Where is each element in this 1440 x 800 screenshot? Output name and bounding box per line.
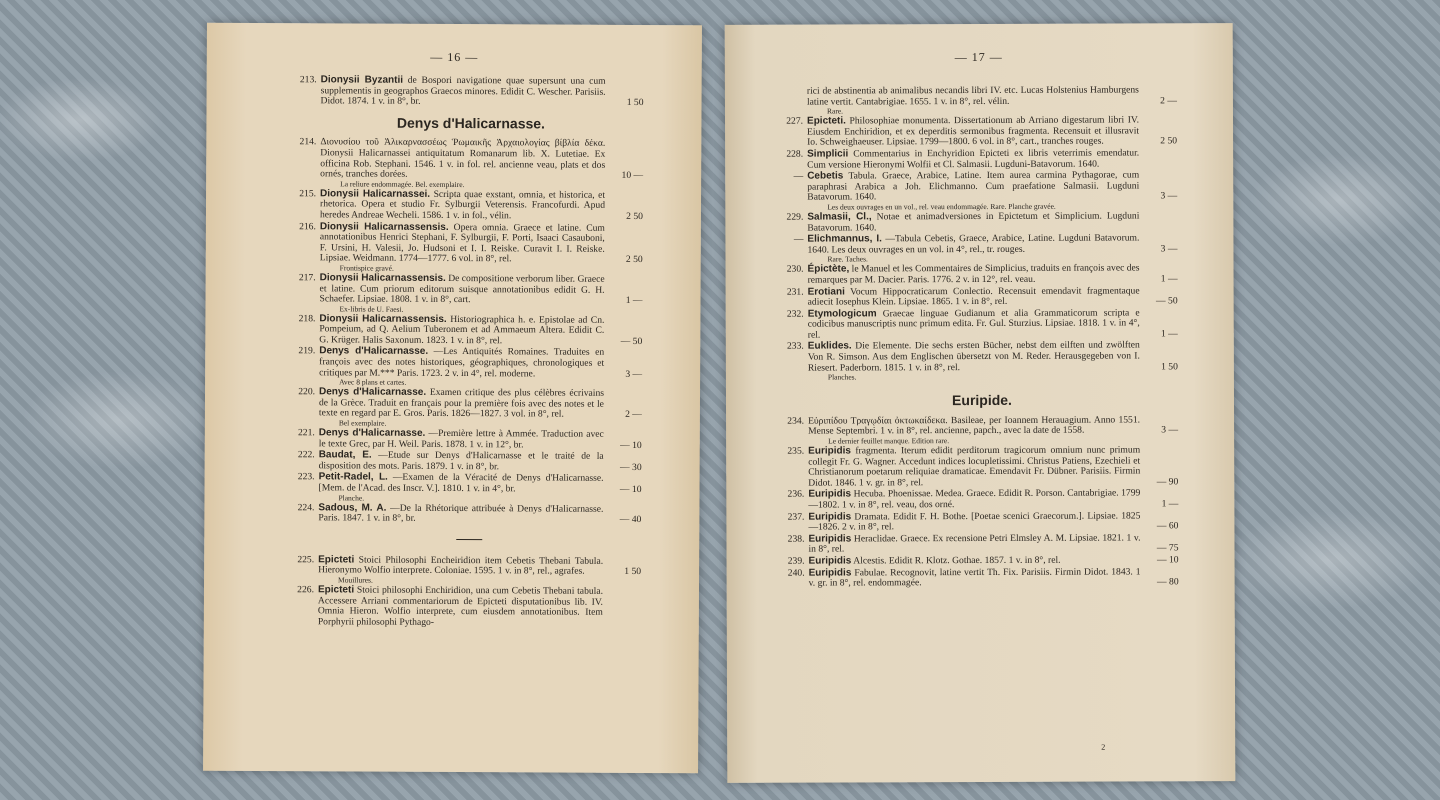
entry-text [807,116,1139,149]
entry-author: Denys d'Halicarnasse. [319,345,429,358]
entry-number: 231. [786,286,804,298]
entry-number: 216. [299,220,316,232]
entry-note: Le dernier feuillet manque. Edition rare. [828,436,950,446]
entry-author: Epicteti. [806,115,846,127]
entry-author: Euripidis [808,511,852,523]
entry-price: — 90 [1156,476,1179,488]
catalogue-entry [786,264,1178,287]
signature-mark: 2 [1101,742,1106,752]
catalogue-entry [785,170,1177,211]
entry-price: — 50 [1156,295,1178,307]
entry-description: Opera omnia. Graece et latine. Cum annotationibus Henrici Stephani, F. Sylburgii, F. Porti, Isaaci Casauboni, F. Ursini, H. Valesii, Jo. Hudsoni et I. I. Reiske. Curavit I. I. Reiske. Lipsiae. Weidmann. 1774—1777. 6 vol. in 8°, rel. [319,221,605,265]
catalogue-entry [296,473,641,504]
left-page-content [296,75,644,630]
entry-description: De compositione verborum liber. Graece et latine. Cum priorum editorum suisque annotationibus edidit G. H. Schaefer. Lipsiae. 1808. 1 v. in 8°, cart. [319,272,605,306]
entry-price: 3 — [625,368,643,380]
entry-price: 1 — [1160,328,1178,340]
left-catalogue-page [203,23,702,774]
entry-number: 218. [298,312,316,324]
entry-author: Dionysii Halicarnassensis. [319,220,449,233]
catalogue-entry [297,387,642,429]
entry-number: — [793,170,804,182]
entry-description: Hecuba. Phoenissae. Medea. Graece. Edidit R. Porson. Cantabrigiae. 1799—1802. 1 v. in 8°, rel. veau, dos orné. [808,487,1141,511]
entry-number: 214. [299,136,317,148]
catalogue-entry [298,222,643,274]
entry-text [807,148,1139,170]
catalogue-entry [786,489,1178,512]
entry-description: Historiographica h. e. Epistolae ad Cn. Pompeium, ad Q. Aelium Tuberonem et ad Ammaeum Altera. Edidit C. G. Krüger. Halis Saxonum. 1823. 1 v. in 8°, rel. [319,313,605,347]
entry-text [320,138,605,182]
entry-note: Bel exemplaire. [338,418,387,428]
entry-description: Fabulae. Recognovit, latine vertit Th. Fix. Parisiis. Firmin Didot. 1843. 1 v. gr. in 8°, rel. endommagée. [808,566,1141,589]
catalogue-entry [297,347,642,389]
catalogue-entry [785,148,1177,171]
entry-description: Stoici Philosophi Encheiridion item Cebetis Thebani Tabula. Hieronymo Wolfio interprete. Coloniae. 1595. 1 v. in 8°, rel., agrafes. [318,554,604,578]
entry-author: Baudat, E. [318,449,372,461]
catalogue-entry [298,189,643,223]
page-number: — 17 — [954,49,1003,65]
catalogue-entry [297,450,642,473]
entry-author: Simplicii [807,148,849,160]
entry-price: 3 — [1160,190,1178,202]
entry-text [809,567,1141,589]
entry-number: 240. [787,567,805,579]
entry-author: Sadous, M. A. [318,501,387,514]
entry-description: —Les Antiquités Romaines. Traduites en françois avec des notes historiques, géographiques, chronologiques et critiques par M.*** Paris. 1723. 2 v. in 4°, rel. moderne. [319,346,605,380]
entry-text [319,428,604,451]
entries-bottom [786,415,1179,589]
entry-description: —De la Rhétorique attribuée à Denys d'Halicarnasse. Paris. 1847. 1 v. in 8°, br. [318,502,604,524]
catalogue-entry [785,233,1177,264]
entry-price: 2 — [625,409,642,421]
entry-description: Διονυσίου τοῦ Ἁλικαρνασσέως Ῥωμαικῆς Ἀρχαιολογίας βίβλία δέκα. Dionysii Halicarnassei antiquitatum Romanarum lib. X. Lutetiae. Ex officina Rob. Stephani. 1546. 1 v. in fol. rel. ancienne veau, plats et dos ornés, tranches dorées. [320,136,606,180]
entry-price: — 80 [1157,576,1179,588]
entries-bottom [296,555,641,629]
entry-author: Dionysii Halicarnassensis. [319,272,446,284]
entries-main [785,115,1178,381]
entry-description: Commentarius in Enchyridion Epicteti ex libris veterrimis emendatur. Cum versione Hieronymi Wolfii et Cl. Salmasii. Lugduni-Batavorum. 1640. [807,147,1140,171]
entry-price: 1 50 [624,566,642,578]
entry-author: Dionysii Halicarnassei. [320,188,431,200]
entry-text [808,511,1140,533]
entry-number: 213. [299,74,317,86]
entry-text [319,347,604,380]
entry-text [807,85,1139,107]
entry-number: 224. [297,501,315,513]
entry-text [318,473,603,496]
entry-author: Erotiani [807,285,845,298]
catalogue-entry [786,445,1178,489]
entry-price: 3 — [1160,243,1178,255]
entry-author: Etymologicum [807,308,877,320]
entry-price: 3 — [1161,424,1179,436]
entry-text [807,211,1139,233]
entry-number: 235. [787,445,805,457]
entry-author: Dionysii Byzantii [320,74,404,86]
entry-text [321,75,606,108]
entry-note: Rare. [826,106,844,116]
catalogue-entry [296,503,641,526]
entry-note: Ex-libris de U. Faesi. [339,304,404,314]
entry-note: Rare. Taches. [827,254,868,264]
entry-description: le Manuel et les Commentaires de Simplicius, traduits en françois avec des remarques par M. Dacier. Paris. 1776. 2 v. in 12°, rel. veau. [807,262,1140,286]
entry-text [319,314,604,347]
entry-author: Cebetis [807,170,844,182]
entry-number: 217. [298,272,316,284]
catalogue-entry [299,75,644,109]
entry-author: Euripidis [808,555,852,567]
entry-note: Avec 8 plans et cartes. [339,377,407,388]
entry-description: Dramata. Edidit F. H. Bothe. [Poetae scenici Graecorum.]. Lipsiae. 1825—1826. 2 v. in 8°, rel. [808,510,1141,533]
entry-number: 219. [298,345,316,357]
entry-description: Graecae linguae Gudianum et alia Grammaticorum scripta e codicibus manuscriptis nunc primum edita. Fr. Gul. Sturzius. Lipsiae. 1818. 1 v. in 4°, rel. [807,307,1140,341]
catalogue-entry [786,533,1178,556]
entry-price: 2 50 [1160,135,1178,147]
catalogue-entry [297,428,642,451]
entry-description: de Bospori navigatione quae supersunt una cum supplementis in geographos Graecos minores. Edidit C. Wescher. Parisiis. Didot. 1874. 1 v. in 8°, br. [320,74,606,108]
entry-author: Epicteti [317,584,355,596]
catalogue-entry [786,341,1178,382]
entry-text [318,503,603,526]
catalogue-entry [786,511,1178,534]
right-page-content [785,85,1179,590]
catalogue-entry [785,115,1177,148]
entry-description: rici de abstinentia ab animalibus necandis libri IV. etc. Lucas Holstenius Hamburgens latine vertit. Cantabrigiae. 1655. 1 v. in 8°, rel. vélin. [806,84,1139,108]
entry-number: — [793,233,804,245]
entry-price: — 50 [620,335,643,347]
entry-author: Euripidis [808,488,852,501]
entry-author: Dionysii Halicarnassensis. [319,312,447,325]
entry-number: 228. [786,148,804,160]
entry-description: Philosophiae monumenta. Dissertationum ab Arriano digestarum libri IV. Eiusdem Enchiridion, et ex deperditis sermonibus fragmenta. Recensuit et illusravit Io. Schweighaeuser. Lipsiae. 1799—1800. 6 vol. in 8°, cart., tranches rouges. [807,114,1140,148]
entry-price: 1 50 [1161,360,1178,373]
entry-number: 225. [297,553,315,566]
entry-number: 234. [787,415,805,427]
entry-number: 220. [298,386,316,398]
entry-price: 1 — [625,294,643,307]
entry-number: 229. [786,211,804,223]
entry-note: La reliure endommagée. Bel. exemplaire. [340,179,465,189]
entry-author: Euripidis [808,533,852,545]
entry-description: Die Elemente. Die sechs ersten Bücher, nebst dem eilften und zwölften Von R. Simson. Aus dem Englischen übersetzt von M. Reder. Herausgegeben von I. Riesert. Paderborn. 1815. 1 v. in 8°, rel. [807,339,1140,374]
entry-price: — 40 [619,514,642,526]
entry-price: — 10 [620,439,642,451]
entry-text [808,415,1140,437]
entry-text [808,286,1140,308]
entry-text [807,234,1139,256]
entry-price: 1 50 [626,97,644,109]
entry-author: Petit-Radel, L. [318,471,388,484]
catalogue-entry [786,308,1178,341]
section-heading: Denys d'Halicarnasse. [396,114,546,132]
catalogue-entry [298,138,643,190]
entry-note: Les deux ouvrages en un vol., rel. veau endommagée. Rare. Planche gravée. [827,201,1056,212]
page-number: — 16 — [430,49,479,65]
entry-number: 239. [787,555,805,567]
entries-top [299,75,644,109]
entry-note: Mouillures. [338,575,373,585]
entry-description: Scripta quae exstant, omnia, et historica, et rhetorica. Opera et studio Fr. Sylburgii Veterensis. Francofurdi. Apud heredes Andreae Wecheli. 1586. 1 v. in fol., vélin. [319,188,606,222]
entry-price: 2 — [1160,94,1177,106]
right-catalogue-page [725,23,1236,783]
entries-main [296,138,643,526]
entry-note: Planche. [338,492,365,503]
catalogue-entry [296,555,641,586]
entry-text [808,308,1140,341]
entry-description: Tabula. Graece, Arabice, Latine. Item aurea carmina Pythagorae, cum paraphrasi Arabica a Joh. Elichmanno. Cum praefatione Salmasii. Lugduni Batavorum. 1640. [807,169,1140,203]
entry-number: 226. [297,584,315,596]
entry-author: Elichmannus, I. [807,233,882,245]
entry-description: fragmenta. Iterum edidit perditorum tragicorum omnium nunc primum collegit Fr. G. Wagner. Accedunt indices locupletissimi. Christus Patiens, Ezechieli et Christianorum poetarum reliquiae dramaticae. Emendavit Fr. Dübner. Parisiis. Firmin Didot. 1846. 1 v. gr. in 8°, rel. [808,444,1141,489]
entry-note: Planches. [827,372,857,382]
entry-description: Vocum Hippocraticarum Conlectio. Recensuit emendavit fragmentaque adiecit Iosephus Klein. Lipsiae. 1865. 1 v. in 8°, rel. [807,284,1140,308]
entry-number: 223. [297,471,315,483]
entry-text [808,533,1140,555]
entry-author: Salmasii, Cl., [807,211,872,223]
entry-description: Heraclidae. Graece. Ex recensione Petri Elmsley A. M. Lipsiae. 1821. 1 v. in 8°, rel. [808,532,1141,555]
entry-description: Notae et animadversiones in Epictetum et Simplicium. Lugduni Batavorum. 1640. [807,210,1140,234]
entry-description: Stoici philosophi Enchiridion, una cum Cebetis Thebani tabula. Accessere Arriani commentariorum de Epicteti disputationibus lib. IV. Omnia Hieron. Wolfio interprete, cum eiusdem annotationibus. Item Porphyrii philosophi Pythago- [317,584,604,628]
entry-price: 1 — [1161,498,1179,510]
entry-number: 237. [787,511,805,523]
entry-description: —Première lettre à Ammée. Traduction avec le texte Grec, par H. Weil. Paris. 1878. 1 v. in 12°, br. [318,427,604,450]
entry-number: 233. [786,341,804,353]
entry-text [320,222,605,266]
entry-text [319,451,604,474]
entry-description: —Etude sur Denys d'Halicarnasse et le traité de la disposition des mots. Paris. 1879. 1 v. in 8°, br. [318,449,604,473]
entry-number: 222. [297,449,315,461]
entry-text [808,264,1140,286]
catalogue-entry [787,567,1179,590]
entry-price: — 60 [1156,520,1179,532]
entry-price: — 10 [1156,554,1179,566]
entry-description: —Examen de la Véracité de Denys d'Halicarnasse. [Mem. de l'Acad. des Inscr. V.]. 1810. 1 v. in 4°, br. [318,472,604,495]
entry-price: 2 50 [626,210,643,222]
catalogue-entry [297,273,642,315]
catalogue-entry [785,211,1177,234]
entry-author: Euripidis [808,567,852,579]
entry-text [319,388,604,421]
entry-author: Épictète, [807,263,850,275]
catalogue-entry [297,314,642,348]
entry-description: Εὐριπίδου Τραγῳδίαι ὀκτωκαίδεκα. Basileae, per Ioannem Herauagium. Anno 1551. Mense Septembri. 1 v. in 8°, rel. ancienne, papch., avec la date de 1558. [808,414,1141,438]
entry-price: — 75 [1156,542,1179,554]
entry-price: 1 — [1160,273,1178,285]
catalogue-entry [785,85,1177,116]
entry-author: Euklides. [807,340,852,353]
entry-text [320,189,605,222]
entry-number: 215. [299,187,317,200]
continued-entry [785,85,1177,116]
entry-number [785,87,807,108]
entry-text [319,273,604,306]
entry-author: Euripidis [808,445,851,457]
entry-price: 2 50 [625,254,643,266]
entry-text [808,489,1140,511]
entry-price: — 30 [620,461,642,473]
catalogue-entry [786,286,1178,309]
entry-description: —Tabula Cebetis, Graece, Arabice, Latine. Lugduni Batavorum. 1640. Les deux ouvrages en un vol. in 4°, rel., tr. rouges. [807,232,1140,256]
entry-text [808,341,1140,374]
entry-author: Denys d'Halicarnasse. [319,386,427,399]
entry-description: Examen critique des plus célèbres écrivains de la Grèce. Traduit en français pour la première fois avec des notes et le texte en regard par E. Gros. Paris. 1826—1827. 3 vol. in 8°, rel. [318,387,605,421]
entry-text [318,555,603,578]
entry-author: Epicteti [318,554,355,566]
entry-number: 230. [786,263,804,275]
entry-text [318,585,603,629]
catalogue-entry [786,415,1178,446]
section-divider [456,539,482,540]
entry-number: 221. [297,427,315,439]
entry-price: 10 — [621,170,644,182]
entry-number: 238. [787,533,805,545]
entry-text [808,445,1140,489]
entry-price: — 10 [619,483,642,495]
section-heading: Euripide. [952,392,1012,409]
entry-number: 232. [786,308,804,320]
catalogue-entry [296,585,641,629]
entry-author: Denys d'Halicarnasse. [318,427,426,439]
entry-note: Frontispice gravé. [339,263,394,273]
entry-number: 227. [786,115,804,127]
entry-text [807,171,1139,204]
entry-number: 236. [787,489,805,501]
entry-description: Alcestis. Edidit R. Klotz. Gothae. 1857. 1 v. in 8°, rel. [853,554,1061,567]
